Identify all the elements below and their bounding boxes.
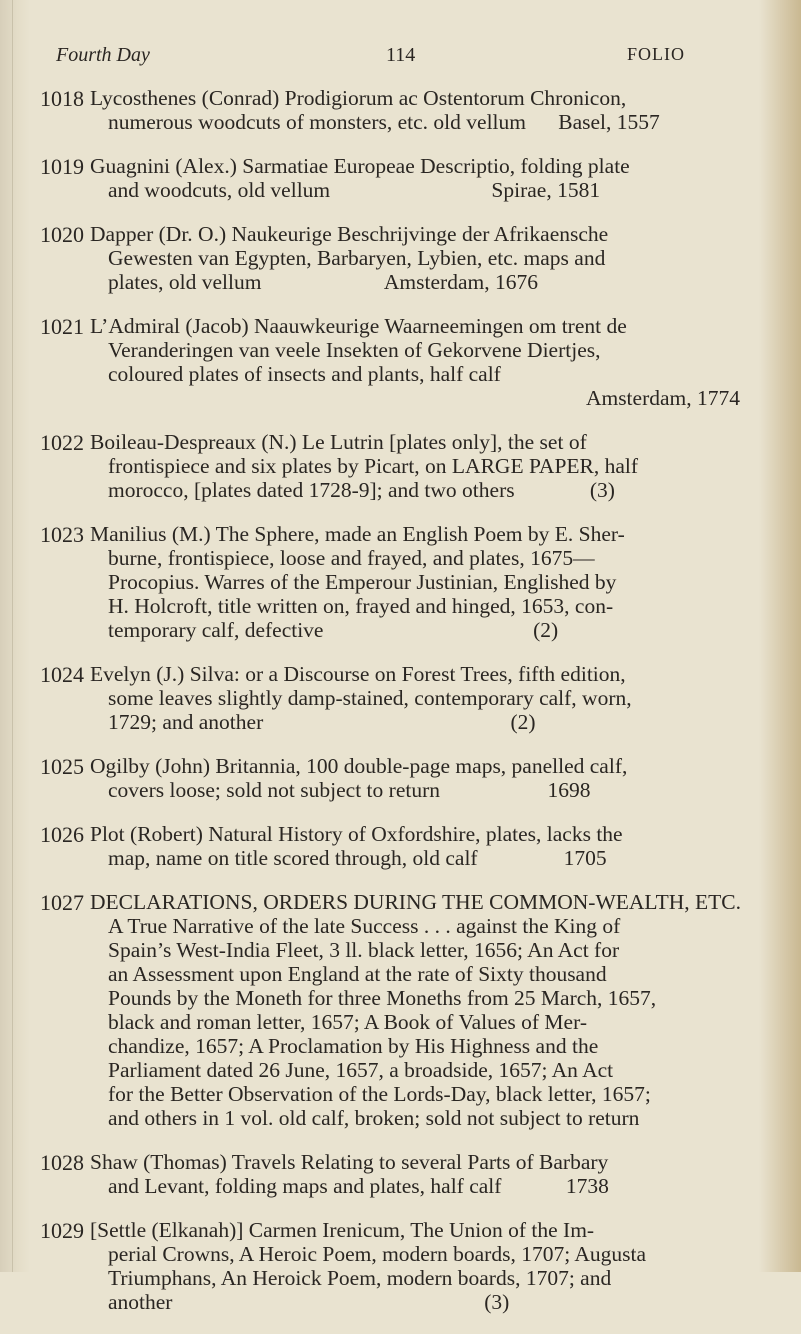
lot-line: Lycosthenes (Conrad) Prodigiorum ac Ostentorum Chronicon, <box>90 86 627 110</box>
lot-line: DECLARATIONS, ORDERS DURING THE COMMON-WEALTH, ETC. <box>90 890 741 914</box>
lot-description <box>90 890 740 1130</box>
header-page-number: 114 <box>386 44 416 66</box>
lot-line: and woodcuts, old vellum Spirae, 1581 <box>108 178 601 202</box>
lot-number: 1023 <box>40 522 84 547</box>
lot-number: 1028 <box>40 1150 84 1175</box>
lot-line: Shaw (Thomas) Travels Relating to several Parts of Barbary <box>90 1150 609 1174</box>
lot-description <box>90 314 740 410</box>
lot-entry <box>40 154 740 202</box>
lot-entry <box>40 86 740 134</box>
lot-line: A True Narrative of the late Success . . . against the King of <box>108 914 621 938</box>
lot-entry <box>40 1218 740 1314</box>
lot-description <box>90 522 740 642</box>
lot-entry <box>40 1150 740 1198</box>
page-edge-left <box>0 0 30 1272</box>
lot-line: Ogilby (John) Britannia, 100 double-page maps, panelled calf, <box>90 754 628 778</box>
lot-line: Pounds by the Moneth for three Moneths from 25 March, 1657, <box>108 986 657 1010</box>
lot-line: an Assessment upon England at the rate of Sixty thousand <box>108 962 607 986</box>
lot-description <box>90 222 740 294</box>
lot-line: Parliament dated 26 June, 1657, a broadside, 1657; An Act <box>108 1058 614 1082</box>
lot-number: 1027 <box>40 890 84 915</box>
lot-description <box>90 86 740 134</box>
lot-line: morocco, [plates dated 1728-9]; and two others (3) <box>108 478 615 502</box>
lot-description <box>90 754 740 802</box>
lot-line: frontispiece and six plates by Picart, on LARGE PAPER, half <box>108 454 639 478</box>
lot-entry <box>40 222 740 294</box>
lot-description <box>90 662 740 734</box>
lot-line: Plot (Robert) Natural History of Oxfordshire, plates, lacks the <box>90 822 623 846</box>
lot-number: 1024 <box>40 662 84 687</box>
lot-entry <box>40 314 740 410</box>
lot-line: Evelyn (J.) Silva: or a Discourse on Forest Trees, fifth edition, <box>90 662 626 686</box>
lot-line: L’Admiral (Jacob) Naauwkeurige Waarneemingen om trent de <box>90 314 627 338</box>
page-header <box>56 44 741 74</box>
lot-line: covers loose; sold not subject to return 1698 <box>108 778 591 802</box>
lot-line: plates, old vellum Amsterdam, 1676 <box>108 270 538 294</box>
lot-description <box>90 430 740 502</box>
lot-line: 1729; and another (2) <box>108 710 536 734</box>
lot-entry <box>40 822 740 870</box>
lot-number: 1029 <box>40 1218 84 1243</box>
lot-entry <box>40 430 740 502</box>
lot-line: chandize, 1657; A Proclamation by His Highness and the <box>108 1034 599 1058</box>
lot-entry <box>40 890 740 1130</box>
lot-number: 1020 <box>40 222 84 247</box>
lot-line: [Settle (Elkanah)] Carmen Irenicum, The Union of the Im- <box>90 1218 595 1242</box>
lot-line: and others in 1 vol. old calf, broken; sold not subject to return <box>108 1106 640 1130</box>
lot-line: Gewesten van Egypten, Barbaryen, Lybien, etc. maps and <box>108 246 606 270</box>
lot-line: Amsterdam, 1774 <box>585 386 740 410</box>
lot-line: temporary calf, defective (2) <box>108 618 559 642</box>
lot-line: Dapper (Dr. O.) Naukeurige Beschrijvinge der Afrikaensche <box>90 222 609 246</box>
lot-number: 1021 <box>40 314 84 339</box>
page-edge-right <box>759 0 801 1272</box>
lot-line: black and roman letter, 1657; A Book of Values of Mer- <box>108 1010 587 1034</box>
lot-line: another (3) <box>108 1290 510 1314</box>
lot-description <box>90 1218 740 1314</box>
lot-line: perial Crowns, A Heroic Poem, modern boards, 1707; Augusta <box>108 1242 647 1266</box>
header-day: Fourth Day <box>56 44 150 66</box>
lot-line: some leaves slightly damp-stained, contemporary calf, worn, <box>108 686 632 710</box>
lot-number: 1019 <box>40 154 84 179</box>
lot-line: numerous woodcuts of monsters, etc. old vellum Basel, 1557 <box>108 110 660 134</box>
lot-line: Boileau-Despreaux (N.) Le Lutrin [plates only], the set of <box>90 430 587 454</box>
lot-line: Guagnini (Alex.) Sarmatiae Europeae Descriptio, folding plate <box>90 154 630 178</box>
lot-description <box>90 1150 740 1198</box>
lot-entry <box>40 754 740 802</box>
header-folio: FOLIO <box>627 44 685 64</box>
lot-line: Spain’s West-India Fleet, 3 ll. black letter, 1656; An Act for <box>108 938 620 962</box>
lot-line: map, name on title scored through, old calf 1705 <box>108 846 607 870</box>
lot-number: 1018 <box>40 86 84 111</box>
lot-description <box>90 154 740 202</box>
lot-line: Triumphans, An Heroick Poem, modern boards, 1707; and <box>108 1266 612 1290</box>
lot-line: Procopius. Warres of the Emperour Justinian, Englished by <box>108 570 617 594</box>
lot-line: and Levant, folding maps and plates, half calf 1738 <box>108 1174 609 1198</box>
lot-line: H. Holcroft, title written on, frayed and hinged, 1653, con- <box>108 594 614 618</box>
lot-number: 1025 <box>40 754 84 779</box>
lot-entry <box>40 662 740 734</box>
lot-line: for the Better Observation of the Lords-Day, black letter, 1657; <box>108 1082 651 1106</box>
lot-line: Veranderingen van veele Insekten of Gekorvene Diertjes, <box>108 338 601 362</box>
lot-number: 1022 <box>40 430 84 455</box>
lot-number: 1026 <box>40 822 84 847</box>
lot-description <box>90 822 740 870</box>
lot-line: Manilius (M.) The Sphere, made an English Poem by E. Sher- <box>90 522 625 546</box>
lot-line: coloured plates of insects and plants, half calf <box>108 362 501 386</box>
lot-entry <box>40 522 740 642</box>
lot-list <box>40 86 740 1334</box>
lot-line: burne, frontispiece, loose and frayed, and plates, 1675— <box>108 546 595 570</box>
